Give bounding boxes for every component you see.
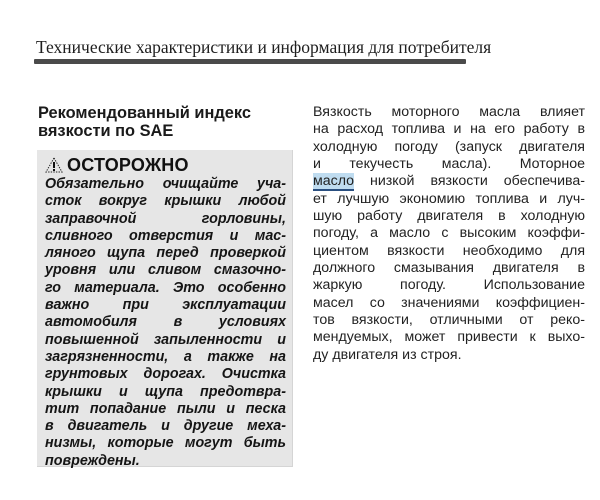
warning-line: Обязательно очищайте уча-: [45, 176, 286, 192]
section-title: [38, 104, 295, 140]
warning-text: [45, 176, 286, 470]
warning-line: го материала. Это особенно: [45, 279, 286, 296]
body-line: жаркую погоду. Использование: [313, 277, 585, 294]
body-line: на расход топлива и на его работу в: [313, 121, 585, 138]
warning-heading: [45, 154, 286, 176]
warning-line: грунтовых дорогах. Очистка: [45, 366, 286, 383]
body-line: [313, 173, 585, 190]
warning-line: загрязненности, а также на: [45, 348, 286, 365]
body-line: масел со значениями коэффициен-: [313, 294, 585, 311]
warning-title: ОСТОРОЖНО: [67, 154, 189, 175]
body-line-rest: низкой вязкости обеспечива-: [354, 173, 585, 190]
body-line: шую работу двигателя в холодную: [313, 208, 585, 225]
header-divider: [34, 59, 466, 64]
warning-line: низмы, которые могут быть: [45, 435, 286, 452]
warning-line: сток вокруг крышки любой: [45, 193, 286, 210]
warning-line: уровня или сливом смазочно-: [45, 262, 286, 279]
warning-line: автомобиля в условиях: [45, 314, 286, 331]
body-text: [313, 104, 585, 364]
body-line: погоду, а масло с высоким коэффи-: [313, 225, 585, 242]
section-title-line: вязкости по SAE: [38, 122, 174, 140]
body-line: мендуемых, может привести к выхо-: [313, 329, 585, 346]
body-line: Вязкость моторного масла влияет: [313, 104, 585, 120]
warning-line: тит попадание пыли и песка: [45, 400, 286, 417]
body-line: циентом вязкости необходимо для: [313, 242, 585, 259]
page-header: [34, 37, 492, 64]
body-line: тов вязкости, отличными от реко-: [313, 312, 585, 329]
warning-line: повреждены.: [45, 452, 140, 469]
warning-line: заправочной горловины,: [45, 210, 286, 227]
highlighted-word[interactable]: масло: [313, 173, 355, 190]
body-line: холодную погоду (запуск двигателя: [313, 138, 585, 155]
left-column: [37, 104, 295, 469]
section-title-line: Рекомендованный индекс: [38, 104, 251, 122]
body-line: и текучесть масла). Моторное: [313, 156, 585, 173]
warning-box: [37, 150, 293, 467]
page-header-title: Технические характеристики и информация для потребителя: [36, 37, 492, 57]
warning-line: крышки и щупа предотвра-: [45, 383, 286, 400]
warning-line: важно при эксплуатации: [45, 297, 286, 314]
warning-line: повышенной запыленности и: [45, 331, 286, 348]
body-line: должного смазывания двигателя в: [313, 260, 585, 277]
warning-line: ляного щупа перед проверкой: [45, 245, 286, 262]
warning-line: сливного отверстия и мас-: [45, 227, 286, 244]
body-line: ду двигателя из строя.: [313, 346, 462, 363]
warning-triangle-icon: [45, 157, 63, 173]
body-line: ет лучшую экономию топлива и луч-: [313, 190, 585, 207]
warning-line: в двигатель и другие меха-: [45, 418, 286, 435]
